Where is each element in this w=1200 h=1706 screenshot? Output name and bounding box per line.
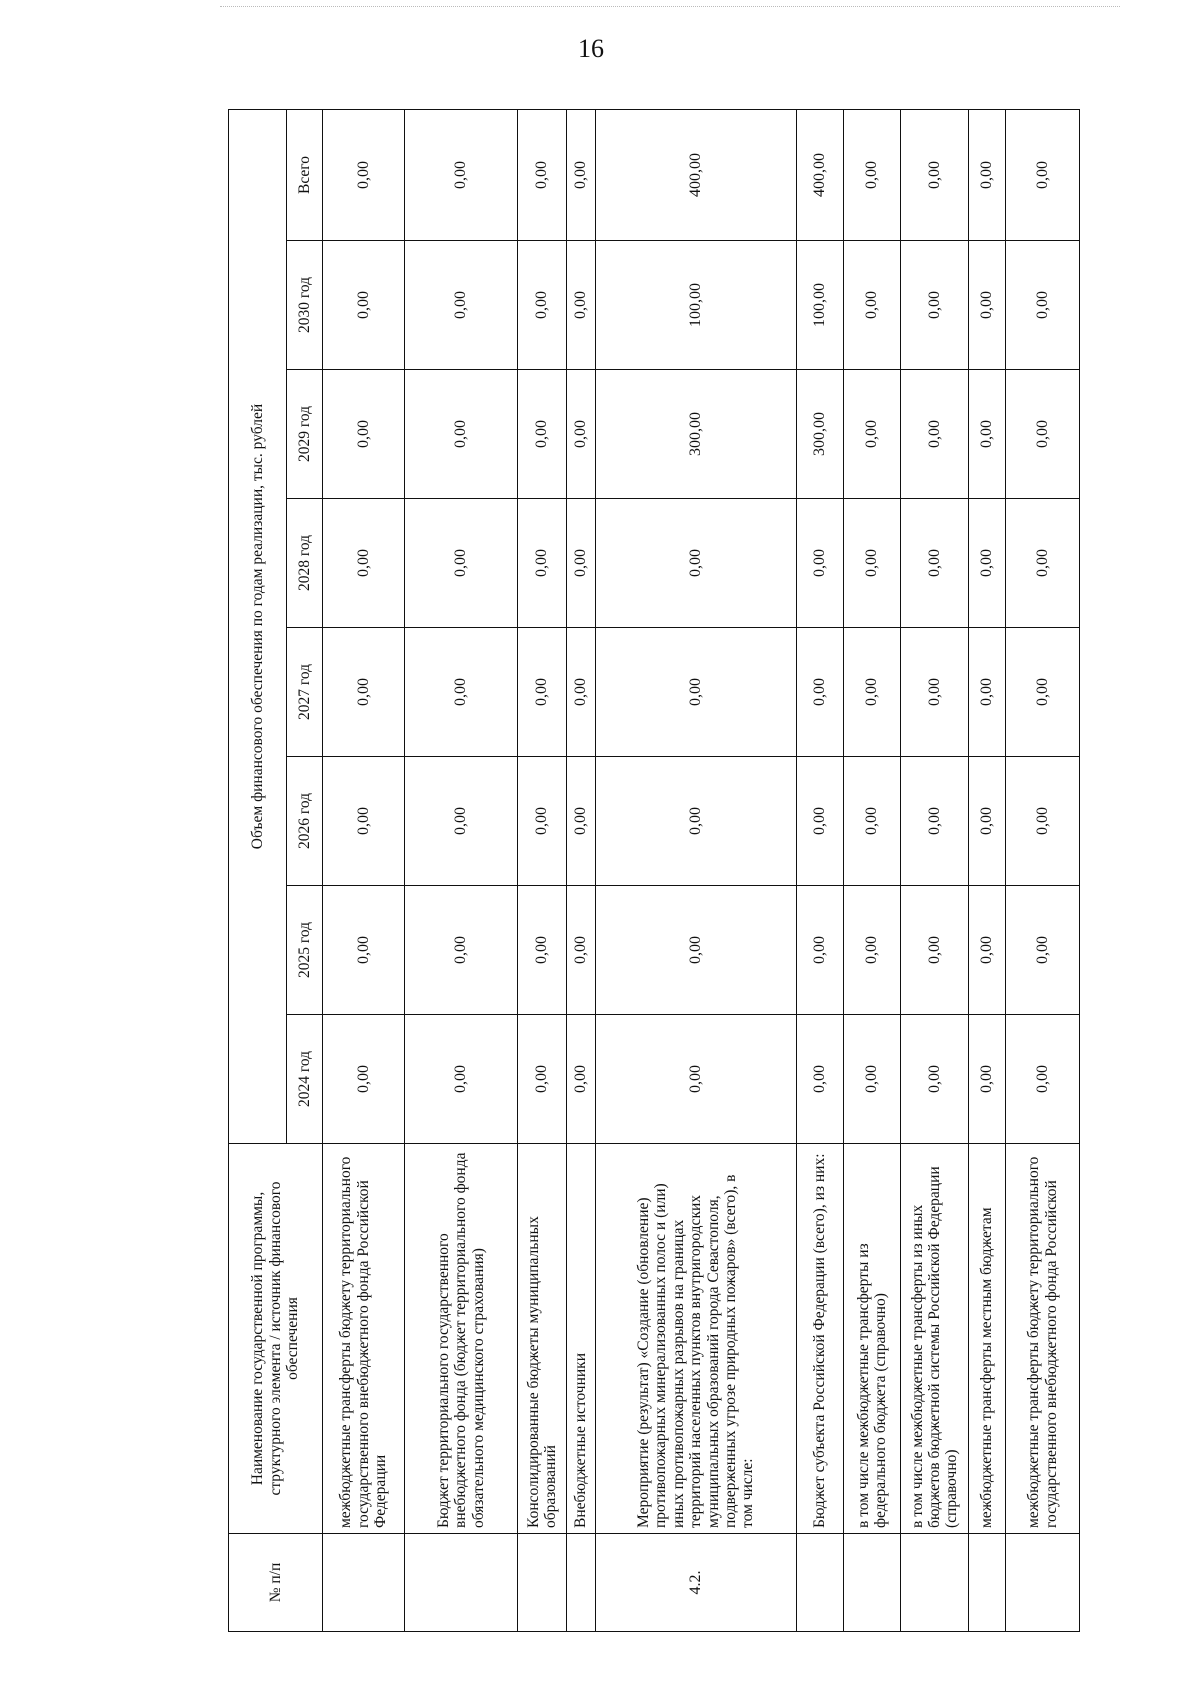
- row-name: Бюджет субъекта Российской Федерации (всего), из них:: [796, 1144, 843, 1534]
- row-year-value: 0,00: [901, 1015, 969, 1144]
- row-year-value: 0,00: [595, 886, 796, 1015]
- table-row: [517, 110, 566, 1632]
- row-year-value: 0,00: [796, 757, 843, 886]
- row-year-value: 0,00: [1006, 241, 1080, 370]
- row-year-value: 0,00: [1006, 499, 1080, 628]
- row-year-value: 0,00: [969, 1015, 1006, 1144]
- row-year-value: 0,00: [567, 628, 596, 757]
- row-year-value: 0,00: [969, 886, 1006, 1015]
- row-year-value: 0,00: [323, 628, 405, 757]
- row-year-value: 0,00: [844, 886, 901, 1015]
- row-year-value: 0,00: [323, 241, 405, 370]
- row-index: [323, 1534, 405, 1632]
- header-year: 2025 год: [287, 886, 323, 1015]
- row-year-value: 0,00: [405, 1015, 518, 1144]
- table-row: [1006, 110, 1080, 1632]
- header-year: 2026 год: [287, 757, 323, 886]
- row-year-value: 0,00: [1006, 370, 1080, 499]
- row-year-value: 0,00: [969, 370, 1006, 499]
- row-name: в том числе межбюджетные трансферты из федерального бюджета (справочно): [844, 1144, 901, 1534]
- row-year-value: 0,00: [844, 757, 901, 886]
- row-year-value: 0,00: [796, 1015, 843, 1144]
- table-row: [969, 110, 1006, 1632]
- row-year-value: 0,00: [595, 1015, 796, 1144]
- row-year-value: 0,00: [517, 370, 566, 499]
- row-year-value: 0,00: [901, 886, 969, 1015]
- row-year-value: 0,00: [567, 886, 596, 1015]
- row-year-value: 0,00: [405, 757, 518, 886]
- row-name: в том числе межбюджетные трансферты из иных бюджетов бюджетной системы Российской Федерации (справочно): [901, 1144, 969, 1534]
- row-year-value: 0,00: [1006, 757, 1080, 886]
- row-year-value: 0,00: [405, 499, 518, 628]
- rotated-table-container: [228, 110, 1080, 1632]
- row-year-value: 0,00: [595, 628, 796, 757]
- row-total-value: 0,00: [901, 110, 969, 241]
- row-year-value: 300,00: [595, 370, 796, 499]
- row-year-value: 0,00: [901, 628, 969, 757]
- row-year-value: 0,00: [567, 370, 596, 499]
- header-index: № п/п: [229, 1534, 323, 1632]
- row-year-value: 0,00: [567, 757, 596, 886]
- row-year-value: 0,00: [1006, 628, 1080, 757]
- row-year-value: 0,00: [595, 757, 796, 886]
- row-total-value: 0,00: [405, 110, 518, 241]
- row-year-value: 0,00: [517, 1015, 566, 1144]
- header-year: 2029 год: [287, 370, 323, 499]
- row-year-value: 0,00: [1006, 886, 1080, 1015]
- header-total: Всего: [287, 110, 323, 241]
- row-year-value: 0,00: [323, 1015, 405, 1144]
- row-name: межбюджетные трансферты бюджету территориального государственного внебюджетного фонда Российской Федерации: [323, 1144, 405, 1534]
- row-index: [405, 1534, 518, 1632]
- row-year-value: 0,00: [405, 628, 518, 757]
- row-year-value: 0,00: [969, 241, 1006, 370]
- row-year-value: 100,00: [796, 241, 843, 370]
- row-year-value: 0,00: [844, 628, 901, 757]
- row-total-value: 400,00: [796, 110, 843, 241]
- header-year: 2030 год: [287, 241, 323, 370]
- row-year-value: 0,00: [323, 886, 405, 1015]
- row-total-value: 0,00: [969, 110, 1006, 241]
- row-total-value: 0,00: [517, 110, 566, 241]
- row-year-value: 0,00: [844, 370, 901, 499]
- row-year-value: 0,00: [323, 757, 405, 886]
- scan-artifact-line: [220, 6, 1120, 17]
- header-year: 2024 год: [287, 1015, 323, 1144]
- row-year-value: 0,00: [567, 241, 596, 370]
- row-year-value: 0,00: [567, 499, 596, 628]
- row-index: 4.2.: [595, 1534, 796, 1632]
- row-year-value: 0,00: [901, 241, 969, 370]
- row-year-value: 300,00: [796, 370, 843, 499]
- table-row: [844, 110, 901, 1632]
- row-index: [567, 1534, 596, 1632]
- row-year-value: 0,00: [405, 886, 518, 1015]
- row-year-value: 0,00: [323, 499, 405, 628]
- row-year-value: 0,00: [796, 499, 843, 628]
- header-name: Наименование государственной программы, структурного элемента / источник финансового обеспечения: [229, 1144, 323, 1534]
- header-year: 2028 год: [287, 499, 323, 628]
- row-total-value: 0,00: [1006, 110, 1080, 241]
- row-index: [1006, 1534, 1080, 1632]
- row-year-value: 0,00: [405, 241, 518, 370]
- header-year: 2027 год: [287, 628, 323, 757]
- row-year-value: 0,00: [595, 499, 796, 628]
- row-year-value: 0,00: [844, 1015, 901, 1144]
- row-total-value: 0,00: [323, 110, 405, 241]
- table-row: [796, 110, 843, 1632]
- table-row: [595, 110, 796, 1632]
- row-name: Мероприятие (результат) «Создание (обновление) противопожарных минерализованных полос и (или) иных противопожарных разрывов на границах территорий населенных пунктов внутригородских муниципальных образований города Севастополя, подверженных угрозе природных пожаров» (всего), в том числе:: [595, 1144, 796, 1534]
- row-year-value: 0,00: [517, 757, 566, 886]
- row-name: межбюджетные трансферты местным бюджетам: [969, 1144, 1006, 1534]
- row-name: Консолидированные бюджеты муниципальных образований: [517, 1144, 566, 1534]
- row-year-value: 0,00: [796, 886, 843, 1015]
- row-total-value: 400,00: [595, 110, 796, 241]
- row-year-value: 100,00: [595, 241, 796, 370]
- page-number: 16: [578, 34, 604, 63]
- row-year-value: 0,00: [517, 499, 566, 628]
- header-group: Объем финансового обеспечения по годам реализации, тыс. рублей: [229, 110, 287, 1144]
- row-index: [844, 1534, 901, 1632]
- row-year-value: 0,00: [517, 241, 566, 370]
- row-total-value: 0,00: [844, 110, 901, 241]
- table-row: [901, 110, 969, 1632]
- row-name: Бюджет территориального государственного внебюджетного фонда (бюджет территориального фонда обязательного медицинского страхования): [405, 1144, 518, 1534]
- table-row: [567, 110, 596, 1632]
- row-name: Внебюджетные источники: [567, 1144, 596, 1534]
- row-year-value: 0,00: [1006, 1015, 1080, 1144]
- row-year-value: 0,00: [844, 241, 901, 370]
- row-total-value: 0,00: [567, 110, 596, 241]
- row-year-value: 0,00: [323, 370, 405, 499]
- row-index: [901, 1534, 969, 1632]
- row-year-value: 0,00: [567, 1015, 596, 1144]
- row-index: [517, 1534, 566, 1632]
- table-row: [323, 110, 405, 1632]
- row-year-value: 0,00: [517, 628, 566, 757]
- table-row: [405, 110, 518, 1632]
- row-year-value: 0,00: [517, 886, 566, 1015]
- row-year-value: 0,00: [969, 628, 1006, 757]
- row-year-value: 0,00: [901, 370, 969, 499]
- row-year-value: 0,00: [796, 628, 843, 757]
- row-year-value: 0,00: [405, 370, 518, 499]
- row-year-value: 0,00: [969, 499, 1006, 628]
- row-year-value: 0,00: [969, 757, 1006, 886]
- row-name: межбюджетные трансферты бюджету территориального государственного внебюджетного фонда Российской: [1006, 1144, 1080, 1534]
- row-year-value: 0,00: [844, 499, 901, 628]
- row-year-value: 0,00: [901, 499, 969, 628]
- row-index: [969, 1534, 1006, 1632]
- row-year-value: 0,00: [901, 757, 969, 886]
- financing-table: [228, 109, 1080, 1632]
- row-index: [796, 1534, 843, 1632]
